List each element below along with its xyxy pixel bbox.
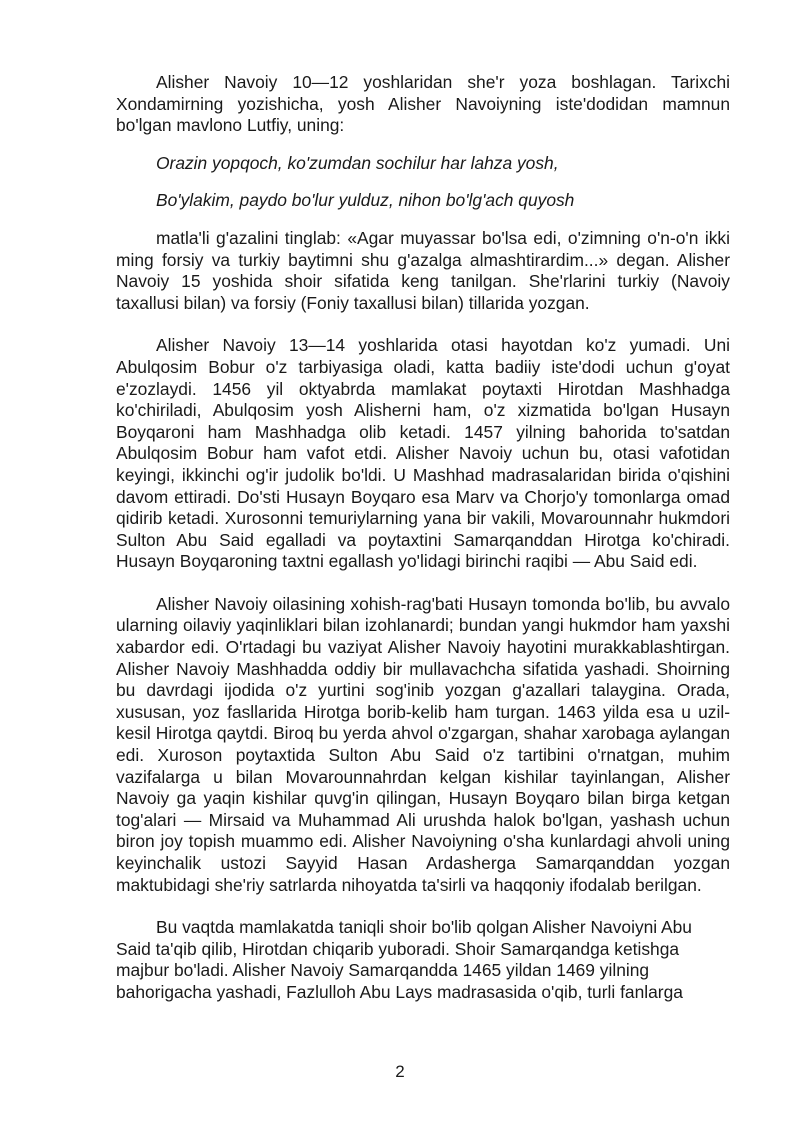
paragraph-youth: Alisher Navoiy 13—14 yoshlarida otasi hayotdan ko'z yumadi. Uni Abulqosim Bobur o'z tarbiyasiga oladi, katta badiiy iste'dodi uchun g'oyat e'zozlaydi. 1456 yil oktyabrda mamlakat poytaxti Hirotdan Mashhadga ko'chiriladi, Abulqosim yosh Alisherni ham, o'z xizmatida bo'lgan Husayn Boyqaroni ham Mashhadga olib ketadi. 1457 yilning bahorida to'satdan Abulqosim Bobur ham vafot etdi. Alisher Navoiy uchun bu, otasi vafotidan keyingi, ikkinchi og'ir judolik bo'ldi. U Mashhad madrasalaridan birida o'qishini davom ettiradi. Do'sti Husayn Boyqaro esa Marv va Chorjo'y tomonlarga omad qidirib ketadi. Xurosonni temuriylarning yana bir vakili, Movarounnahr hukmdori Sulton Abu Said egalladi va poytaxtini Samarqanddan Hirotga ko'chiradi. Husayn Boyqaroning taxtni egallash yo'lidagi birinchi raqibi — Abu Said edi. [116, 335, 730, 572]
paragraph-intro: Alisher Navoiy 10—12 yoshlaridan she'r yoza boshlagan. Tarixchi Xondamirning yozishicha, yosh Alisher Navoiyning iste'dodidan mamnun bo'lgan mavlono Lutfiy, uning: [116, 72, 730, 136]
spacer [116, 573, 730, 594]
verse-line-1: Orazin yopqoch, ko'zumdan sochilur har lahza yosh, [156, 152, 559, 173]
verse-line-2: Bo'ylakim, paydo bo'lur yulduz, nihon bo'lg'ach quyosh [156, 190, 575, 211]
spacer [116, 896, 730, 917]
spacer [116, 314, 730, 335]
spacer [116, 174, 730, 190]
document-body [116, 72, 730, 1004]
paragraph-matla: matla'li g'azalini tinglab: «Agar muyassar bo'lsa edi, o'zimning o'n-o'n ikki ming forsiy va turkiy baytimni shu g'azalga almashtirardim...» degan. Alisher Navoiy 15 yoshida shoir sifatida keng tanilgan. She'rlarini turkiy (Navoiy taxallusi bilan) va forsiy (Foniy taxallusi bilan) tillarida yozgan. [116, 227, 730, 313]
spacer [116, 137, 730, 153]
page-number: 2 [395, 1062, 405, 1081]
paragraph-samarqand: Bu vaqtda mamlakatda taniqli shoir bo'lib qolgan Alisher Navoiyni Abu Said ta'qib qilib, Hirotdan chiqarib yuboradi. Shoir Samarqandga ketishga majbur bo'ladi. Alisher Navoiy Samarqandda 1465 yildan 1469 yilning bahorigacha yashadi, Fazlulloh Abu Lays madrasasida o'qib, turli fanlarga [116, 917, 692, 1002]
spacer [116, 212, 730, 228]
paragraph-mashhad: Alisher Navoiy oilasining xohish-rag'bati Husayn tomonda bo'lib, bu avvalo ularning oilaviy yaqinliklari bilan izohlanardi; bundan yangi hukmdor ham yaxshi xabardor edi. O'rtadagi bu vaziyat Alisher Navoiy hayotini murakkablashtirgan. Alisher Navoiy Mashhadda oddiy bir mullavachcha sifatida yashadi. Shoirning bu davrdagi ijodida o'z yurtini sog'inib yozgan g'azallari talaygina. Orada, xususan, yoz fasllarida Hirotga borib-kelib ham turgan. 1463 yilda esa u uzil-kesil Hirotga qaytdi. Biroq bu yerda ahvol o'zgargan, shahar xarobaga aylangan edi. Xuroson poytaxtida Sulton Abu Said o'z tartibini o'rnatgan, muhim vazifalarga u bilan Movarounnahrdan kelgan kishilar tayinlangan, Alisher Navoiy ga yaqin kishilar quvg'in qilingan, Husayn Boyqaro bilan birga ketgan tog'alari — Mirsaid va Muhammad Ali urushda halok bo'lgan, yashash uchun biron joy topish muammo edi. Alisher Navoiyning o'sha kunlardagi ahvoli uning keyinchalik ustozi Sayyid Hasan Ardasherga Samarqanddan yozgan maktubidagi she'riy satrlarda nihoyatda ta'sirli va haqqoniy ifodalab berilgan. [116, 593, 730, 895]
